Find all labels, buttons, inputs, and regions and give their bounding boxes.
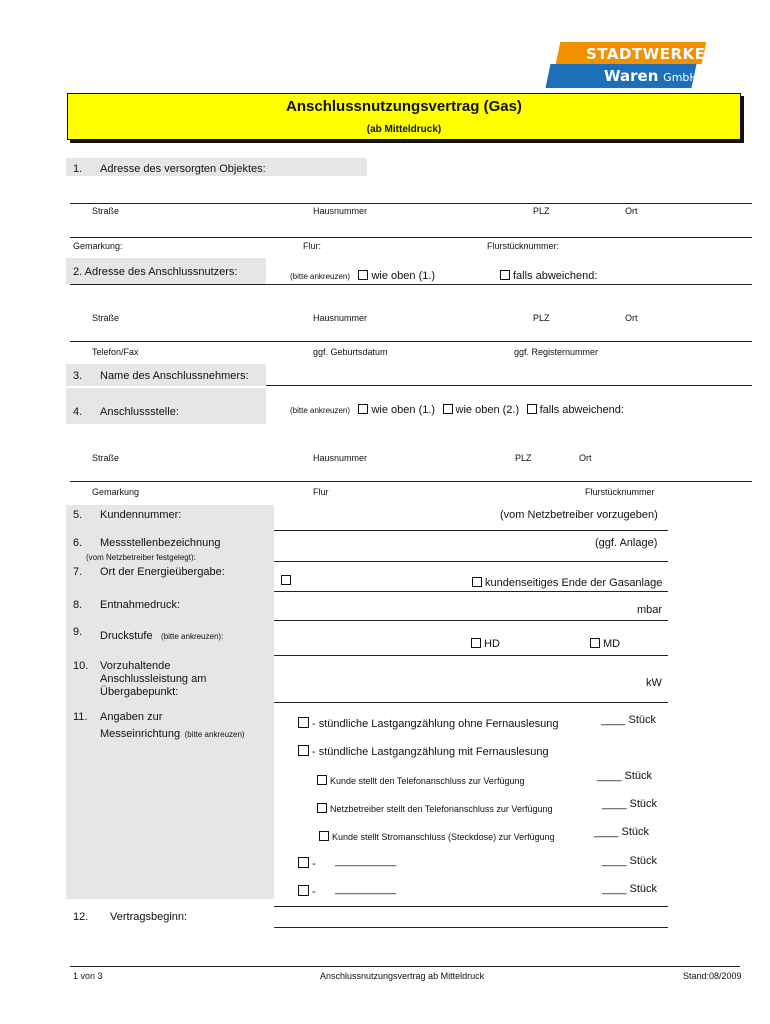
s2-hint: (bitte ankreuzen) — [290, 272, 351, 281]
s4-housenumber-label: Hausnummer — [313, 453, 368, 463]
s8-label: Entnahmedruck: — [100, 599, 181, 611]
s1-district-label: Gemarkung: — [73, 241, 123, 251]
s9-hint: (bitte ankreuzen): — [161, 632, 224, 641]
s10-input-line[interactable] — [274, 702, 668, 703]
s2-label: 2. Adresse des Anschlussnutzers: — [73, 266, 238, 278]
s3-input-line[interactable] — [266, 385, 752, 386]
s4-street-label: Straße — [92, 453, 120, 463]
checkbox-icon[interactable] — [298, 717, 309, 728]
s1-number: 1. — [73, 163, 83, 175]
s11-option-no-remote[interactable]: - stündliche Lastgangzählung ohne Fernauslesung — [298, 714, 558, 732]
label-column-bg — [66, 505, 274, 899]
checkbox-icon[interactable] — [358, 270, 368, 280]
divider — [70, 237, 752, 238]
s9-label: Druckstufe — [100, 630, 153, 642]
s4-district-label: Gemarkung — [92, 487, 140, 497]
s2-phone-label: Telefon/Fax — [92, 347, 139, 357]
s11-number: 11. — [73, 711, 88, 723]
logo-line2: Waren GmbH — [604, 67, 698, 85]
checkbox-icon[interactable] — [298, 885, 309, 896]
s4-number: 4. — [73, 406, 83, 418]
s6-number: 6. — [73, 537, 83, 549]
s1-plot-label: Flurstücknummer: — [487, 241, 560, 251]
s1-housenumber-label: Hausnummer — [313, 206, 368, 216]
divider — [70, 284, 752, 285]
footer-doc-title: Anschlussnutzungsvertrag ab Mitteldruck — [320, 971, 485, 981]
s1-city-label: Ort — [625, 206, 638, 216]
s1-street-label: Straße — [92, 206, 120, 216]
checkbox-icon[interactable] — [472, 577, 482, 587]
s4-option-same1[interactable]: wie oben (1.) — [354, 400, 435, 417]
s4-parcel-label: Flur — [313, 487, 329, 497]
s11-option-remote[interactable]: - stündliche Lastgangzählung mit Fernauslesung — [298, 742, 549, 760]
s7-option-customer-end[interactable]: kundenseitiges Ende der Gasanlage — [472, 573, 662, 591]
s8-unit: mbar — [637, 604, 663, 616]
logo-line1: STADTWERKE — [586, 45, 706, 63]
s11-count-6[interactable]: ____ Stück — [602, 883, 658, 895]
s9-option-md[interactable]: MD — [590, 634, 620, 652]
s11-option-customer-phone[interactable]: Kunde stellt den Telefonanschluss zur Verfügung — [317, 771, 524, 789]
s11-option-other-2[interactable]: - — [298, 882, 316, 900]
checkbox-icon[interactable] — [298, 745, 309, 756]
s12-label: Vertragsbeginn: — [110, 911, 188, 923]
footer-divider — [70, 966, 740, 967]
s11-count-3[interactable]: ____ Stück — [602, 798, 658, 810]
s4-option-same2[interactable]: wie oben (2.) — [440, 400, 520, 417]
s11-label-line2: Messeinrichtung (bitte ankreuzen) — [100, 728, 245, 740]
s7-label: Ort der Energieübergabe: — [100, 566, 225, 578]
s4-city-label: Ort — [579, 453, 592, 463]
page-subtitle: (ab Mitteldruck) — [366, 124, 442, 135]
checkbox-icon[interactable] — [319, 831, 329, 841]
checkbox-icon[interactable] — [471, 638, 481, 648]
s10-label-line2: Anschlussleistung am — [100, 673, 207, 685]
s11-count-2[interactable]: ____ Stück — [597, 770, 653, 782]
s2-option-same[interactable]: (bitte ankreuzen) wie oben (1.) — [290, 270, 436, 282]
divider — [70, 481, 752, 482]
s4-options — [290, 400, 624, 418]
divider — [70, 341, 752, 342]
title-box — [67, 93, 741, 140]
checkbox-icon[interactable] — [500, 270, 510, 280]
s4-zip-label: PLZ — [515, 453, 532, 463]
s3-number: 3. — [73, 370, 83, 382]
s11-count-1[interactable]: ____ Stück — [601, 714, 657, 726]
s4-option-different[interactable]: falls abweichend: — [524, 400, 624, 417]
s7-number: 7. — [73, 566, 83, 578]
checkbox-icon[interactable] — [443, 404, 453, 414]
checkbox-icon[interactable] — [590, 638, 600, 648]
checkbox-icon[interactable] — [317, 775, 327, 785]
s11-option-power-outlet[interactable]: Kunde stellt Stromanschluss (Steckdose) zur Verfügung — [319, 827, 555, 845]
s7-input-line — [274, 591, 668, 592]
s5-label: Kundennummer: — [100, 509, 182, 521]
s11-other-2-blank[interactable]: __________ — [335, 883, 397, 895]
s2-street-label: Straße — [92, 313, 120, 323]
checkbox-icon[interactable] — [527, 404, 537, 414]
s11-hint: (bitte ankreuzen) — [184, 730, 245, 739]
s5-note: (vom Netzbetreiber vorzugeben) — [500, 509, 658, 521]
checkbox-icon[interactable] — [358, 404, 368, 414]
checkbox-icon[interactable] — [317, 803, 327, 813]
s11-other-1-blank[interactable]: __________ — [335, 855, 397, 867]
s12-input-line[interactable] — [274, 927, 668, 928]
s12-number: 12. — [73, 911, 89, 923]
s2-register-label: ggf. Registernummer — [514, 347, 599, 357]
footer-date: Stand:08/2009 — [683, 971, 742, 981]
s2-housenumber-label: Hausnummer — [313, 313, 368, 323]
checkbox-icon[interactable] — [298, 857, 309, 868]
s6-label: Messstellenbezeichnung — [100, 537, 221, 549]
s7-checkbox[interactable] — [281, 575, 291, 585]
s1-parcel-label: Flur: — [303, 241, 321, 251]
s4-label: Anschlussstelle: — [100, 406, 179, 418]
s10-number: 10. — [73, 660, 89, 672]
s11-option-other-1[interactable]: - — [298, 854, 316, 872]
s8-input-line[interactable] — [274, 620, 668, 621]
s6-note: (ggf. Anlage) — [595, 537, 658, 549]
s10-label-line1: Vorzuhaltende — [100, 660, 171, 672]
s10-label-line3: Übergabepunkt: — [100, 686, 179, 698]
s5-input-line[interactable] — [274, 530, 668, 531]
s9-option-hd[interactable]: HD — [471, 634, 500, 652]
s5-number: 5. — [73, 509, 83, 521]
s4-hint: (bitte ankreuzen) — [290, 406, 351, 415]
s2-zip-label: PLZ — [533, 313, 550, 323]
s11-label-line1: Angaben zur — [100, 711, 163, 723]
s9-number: 9. — [73, 626, 83, 638]
s6-sublabel: (vom Netzbetreiber festgelegt): — [86, 553, 196, 562]
company-logo — [548, 42, 704, 88]
divider — [70, 203, 752, 204]
s8-number: 8. — [73, 599, 83, 611]
s9-label-group — [100, 626, 223, 644]
s11-count-4[interactable]: ____ Stück — [594, 826, 650, 838]
s3-label: Name des Anschlussnehmers: — [100, 370, 249, 382]
s11-option-operator-phone[interactable]: Netzbetreiber stellt den Telefonanschluss zur Verfügung — [317, 799, 552, 817]
s6-input-line[interactable] — [274, 561, 668, 562]
footer-page: 1 von 3 — [73, 971, 103, 981]
s4-plot-label: Flurstücknummer — [585, 487, 655, 497]
s10-unit: kW — [646, 677, 662, 689]
s2-birthdate-label: ggf. Geburtsdatum — [313, 347, 388, 357]
s9-line — [274, 655, 668, 656]
s1-zip-label: PLZ — [533, 206, 550, 216]
s11-count-5[interactable]: ____ Stück — [602, 855, 658, 867]
s1-label: Adresse des versorgten Objektes: — [100, 163, 266, 175]
s2-city-label: Ort — [625, 313, 638, 323]
s2-option-different[interactable]: falls abweichend: — [500, 266, 597, 284]
page-title: Anschlussnutzungsvertrag (Gas) — [286, 98, 522, 115]
s12-top-line — [274, 906, 668, 907]
